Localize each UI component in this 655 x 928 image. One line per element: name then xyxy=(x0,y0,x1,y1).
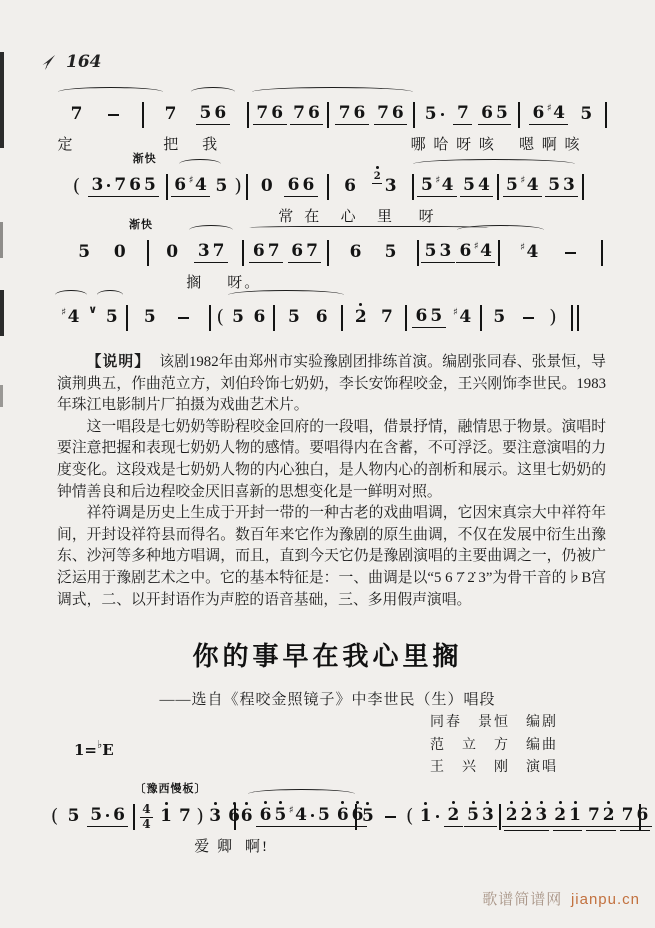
lyric-text: 呀 xyxy=(418,209,436,225)
key-signature xyxy=(74,739,114,759)
music-system-line4 xyxy=(55,303,580,333)
dash-note xyxy=(523,317,534,319)
note-token: 6 5 xyxy=(478,105,512,125)
barline xyxy=(327,240,329,266)
measure xyxy=(58,241,146,263)
measure xyxy=(502,805,649,827)
measure xyxy=(500,177,581,197)
note-token: 5 xyxy=(67,805,80,826)
measure xyxy=(245,243,326,263)
note-token: 6 xyxy=(253,306,266,327)
note-token: 7 6 xyxy=(374,105,408,125)
slur-arc xyxy=(413,159,574,169)
note-token: 1 xyxy=(160,805,172,826)
notes-label: 【说明】 xyxy=(86,354,151,370)
note-token: 5 xyxy=(421,106,448,125)
music-system-line2 xyxy=(65,153,585,225)
note-token: ♯ 4 xyxy=(61,306,80,327)
slur-arc xyxy=(457,225,544,235)
measure xyxy=(416,105,517,125)
measure xyxy=(344,306,404,328)
lyric-text: 哪 哈 呀 咳 xyxy=(410,137,496,153)
paren: ) xyxy=(234,175,242,197)
measure xyxy=(65,176,165,198)
paren: ( xyxy=(406,805,414,827)
note-token: 2 1 xyxy=(551,807,585,827)
measure xyxy=(521,105,604,125)
slur-arc xyxy=(189,225,233,235)
note-token: 5 ♯ 4 xyxy=(417,177,457,197)
measure xyxy=(330,171,411,197)
slur-arc xyxy=(191,87,235,97)
note-token: 5 xyxy=(580,103,593,124)
note-token: 6 ♯ 4 xyxy=(456,243,496,263)
note-token: 0 xyxy=(113,241,126,262)
note-token: 7 xyxy=(453,105,472,125)
key-prefix: 1= xyxy=(74,741,98,759)
measure xyxy=(55,302,125,328)
watermark xyxy=(482,888,640,909)
barline xyxy=(480,305,482,331)
credit-line: 同春 景恒 编剧 xyxy=(430,715,558,730)
measure xyxy=(276,306,341,328)
slur-arc xyxy=(252,87,413,97)
note-token: 5 3 xyxy=(421,243,455,263)
lyric-text: 爱 卿 xyxy=(194,839,235,855)
barline xyxy=(582,174,584,200)
barline xyxy=(405,305,407,331)
dash-note xyxy=(178,317,189,319)
dash-note xyxy=(385,816,396,818)
time-signature: 4 4 xyxy=(142,801,151,831)
sharp-icon: ♯ xyxy=(61,306,67,318)
tempo-mark: 渐快 xyxy=(132,153,157,165)
note-token: 1 xyxy=(416,808,443,827)
note-token: 7 6 xyxy=(618,807,652,827)
note-token: 3 7 xyxy=(194,243,228,263)
paren: ( xyxy=(50,805,59,827)
note-token: 6 6 xyxy=(284,177,318,197)
measure xyxy=(249,177,325,197)
dash-note xyxy=(565,252,576,254)
barline xyxy=(126,305,128,331)
dash-note xyxy=(108,114,119,116)
measure xyxy=(250,105,327,125)
barline xyxy=(142,102,144,128)
note-token: 5 xyxy=(215,175,228,196)
lyric-text: 啊! xyxy=(244,839,269,855)
note-token: 6 5 ♯ 4 5 xyxy=(256,807,333,827)
song-title: 你的事早在我心里搁 xyxy=(192,642,463,671)
barline xyxy=(327,102,329,128)
barline xyxy=(247,102,249,128)
note-token: 0 xyxy=(260,175,273,196)
notes-text: 该剧1982年由郑州市实验豫剧团排练首演。编剧张同春、张景恒，导演荆典五，作曲范立方，刘伯玲饰七奶奶，李长安饰程咬金，王兴刚饰李世民。1983年珠江电影制片厂拍摄为戏曲艺术片。 xyxy=(57,354,606,414)
note-token: 5 xyxy=(361,805,374,826)
key-letter: E xyxy=(102,741,114,759)
barline xyxy=(341,305,343,331)
note-token: 5 xyxy=(78,241,91,262)
note-token: 2 3 xyxy=(373,171,397,196)
note-token: 5 xyxy=(493,306,506,327)
lyric-text: 常 xyxy=(278,209,296,225)
note-token: 5 3 xyxy=(545,177,579,197)
note-token: 5 ♯ 4 xyxy=(503,177,543,197)
note-token: 6 xyxy=(344,175,356,196)
barline xyxy=(417,240,419,266)
note-token: 6 5 xyxy=(412,308,446,328)
lyric-text: 呀。 xyxy=(227,275,262,291)
notes-section xyxy=(57,352,606,611)
barline xyxy=(498,240,500,266)
note-token: 7 6 xyxy=(290,105,324,125)
barline xyxy=(166,174,168,200)
measure xyxy=(483,307,565,329)
measure xyxy=(212,307,272,329)
lyric-text: 我 xyxy=(202,137,220,153)
measure xyxy=(408,308,479,328)
barline xyxy=(605,102,607,128)
barline xyxy=(413,102,415,128)
barline xyxy=(412,174,414,200)
sharp-icon: ♯ xyxy=(435,175,441,186)
note-token: 2 xyxy=(354,306,367,327)
barline xyxy=(499,804,501,830)
lyric-text: 在 xyxy=(304,209,322,225)
note-token: ♯ 4 xyxy=(520,241,539,262)
slur-arc xyxy=(248,789,355,799)
note-token: 6 6 xyxy=(333,807,367,827)
note-token: 5 6 xyxy=(196,105,230,125)
sharp-icon: ♯ xyxy=(288,805,294,816)
music-system-line5 xyxy=(45,783,649,855)
sharp-icon: ♯ xyxy=(453,306,458,318)
note-token: 3 7 6 5 xyxy=(88,177,159,197)
tempo-mark: 〔豫西慢板〕 xyxy=(134,783,207,795)
note-token: 7 xyxy=(164,103,177,124)
slur-arc xyxy=(97,290,123,300)
note-token: 5 4 xyxy=(460,177,494,197)
measure xyxy=(136,801,240,831)
note-token: 6 xyxy=(228,805,240,826)
note-token: 7 6 xyxy=(335,105,369,125)
lyric-text: 把 xyxy=(163,137,181,153)
tempo-mark: 渐快 xyxy=(128,219,153,231)
barline xyxy=(327,174,329,200)
measure xyxy=(415,177,496,197)
measure xyxy=(358,806,499,828)
note-token: 5 xyxy=(384,241,397,262)
barline xyxy=(242,240,244,266)
note-token: 7 xyxy=(70,103,83,124)
note-token: 6 xyxy=(349,241,362,262)
barline xyxy=(601,240,603,266)
song-subtitle: ——选自《程咬金照镜子》中李世民（生）唱段 xyxy=(159,692,496,708)
slur-arc xyxy=(179,159,221,169)
barline xyxy=(518,102,520,128)
slur-arc xyxy=(55,290,87,300)
notes-paragraph: 这一唱段是七奶奶等盼程咬金回府的一段唱，借景抒情，融情思于物景。演唱时要注意把握和表现七奶奶人物的感情。要唱得内在含蓄，不可浮泛。要注意演唱的力度变化。这段戏是七奶奶人物的内心独白，是人物内心的剖析和展示。这里七奶奶的钟情善良和后边程咬金厌旧喜新的思想变化是一鲜明对照。 xyxy=(57,418,606,500)
music-system-line1 xyxy=(52,100,608,153)
note-token: 5 xyxy=(232,306,244,327)
note-token: 3 xyxy=(209,805,222,826)
note-token: 2 xyxy=(444,807,463,827)
measure xyxy=(330,241,416,263)
note-token: 5 6 xyxy=(87,807,129,827)
lyric-text: 心 xyxy=(340,209,358,225)
note-token: 2 2 3 xyxy=(502,807,551,827)
note-token: 7 xyxy=(380,306,393,327)
credit-line: 王 兴 刚 演唱 xyxy=(430,760,558,775)
notes-paragraph: 祥符调是历史上生成于开封一带的一种古老的戏曲唱调，它因宋真宗大中祥符年间，开封设祥符县而得名。数百年来它作为豫剧的原生曲调，不仅在发展中衍生出豫东、沙河等多种地方唱调，而且，直到今天它仍是豫剧演唱的主要曲调之一，仍被广泛运用于豫剧艺术之中。它的基本特征是：一、曲调是以“5 6 7̇ 2̇ 3”为骨干音的♭B宫调式，二、以开封语作为声腔的语音基础，三、多用假声演唱。 xyxy=(57,505,606,608)
note-token: 7 2 xyxy=(584,807,618,827)
measure xyxy=(501,241,600,263)
sharp-icon: ♯ xyxy=(520,241,525,253)
paren: ) xyxy=(549,306,557,328)
slur-arc xyxy=(228,290,344,300)
measure xyxy=(169,176,245,198)
credit-line: 范 立 方 编曲 xyxy=(430,737,558,753)
barline xyxy=(209,305,211,331)
note-token: 6 xyxy=(315,306,328,327)
measure xyxy=(237,805,364,827)
note-token: 6 7 xyxy=(288,243,322,263)
barline xyxy=(246,174,248,200)
note-token: 7 xyxy=(178,805,191,826)
watermark-url: jianpu.cn xyxy=(570,891,640,908)
barline xyxy=(273,305,275,331)
watermark-site: 歌谱简谱网 xyxy=(482,892,563,908)
credits xyxy=(430,712,558,780)
sharp-icon: ♯ xyxy=(188,175,194,186)
breath-mark-icon: ∨ xyxy=(88,302,98,316)
slur-arc xyxy=(249,226,489,232)
measure xyxy=(52,103,141,125)
lyric-text: 嗯 啊 咳 xyxy=(519,137,582,153)
note-token: 5 xyxy=(143,306,156,327)
measure xyxy=(330,105,411,125)
measure xyxy=(45,806,132,828)
page-number: 164 xyxy=(66,52,102,72)
slur-arc xyxy=(58,87,164,97)
note-token: 0 xyxy=(166,241,179,262)
notes-paragraph xyxy=(57,352,606,417)
lyric-text: 搁 xyxy=(186,275,204,291)
note-token: 5 xyxy=(105,306,118,327)
measure xyxy=(150,243,241,263)
measure xyxy=(145,105,246,125)
paren: ) xyxy=(196,805,204,827)
note-token: 6 ♯ 4 xyxy=(529,105,569,125)
sharp-icon: ♯ xyxy=(520,175,526,186)
measure xyxy=(420,243,496,263)
note-token: 6 7 xyxy=(249,243,283,263)
note-token: 6 xyxy=(240,805,253,826)
note-token: 5 3 xyxy=(464,807,498,827)
barline xyxy=(133,804,135,830)
lyric-text: 里 xyxy=(377,209,395,225)
note-token: 7 6 xyxy=(253,105,287,125)
sharp-icon: ♯ xyxy=(473,241,479,252)
paren: ( xyxy=(216,306,224,328)
flat-icon: ♭ xyxy=(97,738,103,751)
music-system-line3 xyxy=(58,219,604,291)
lyric-text: 定 xyxy=(57,137,75,153)
grace-note: 2 xyxy=(373,171,381,182)
barline xyxy=(497,174,499,200)
final-barline xyxy=(570,305,581,331)
barline xyxy=(147,240,149,266)
measure xyxy=(129,306,208,328)
sharp-icon: ♯ xyxy=(546,103,552,114)
paren: ( xyxy=(72,175,81,197)
note-token: ♯ 4 xyxy=(453,306,472,327)
note-token: 6 ♯ 4 xyxy=(171,177,211,197)
note-token: 5 xyxy=(287,306,300,327)
